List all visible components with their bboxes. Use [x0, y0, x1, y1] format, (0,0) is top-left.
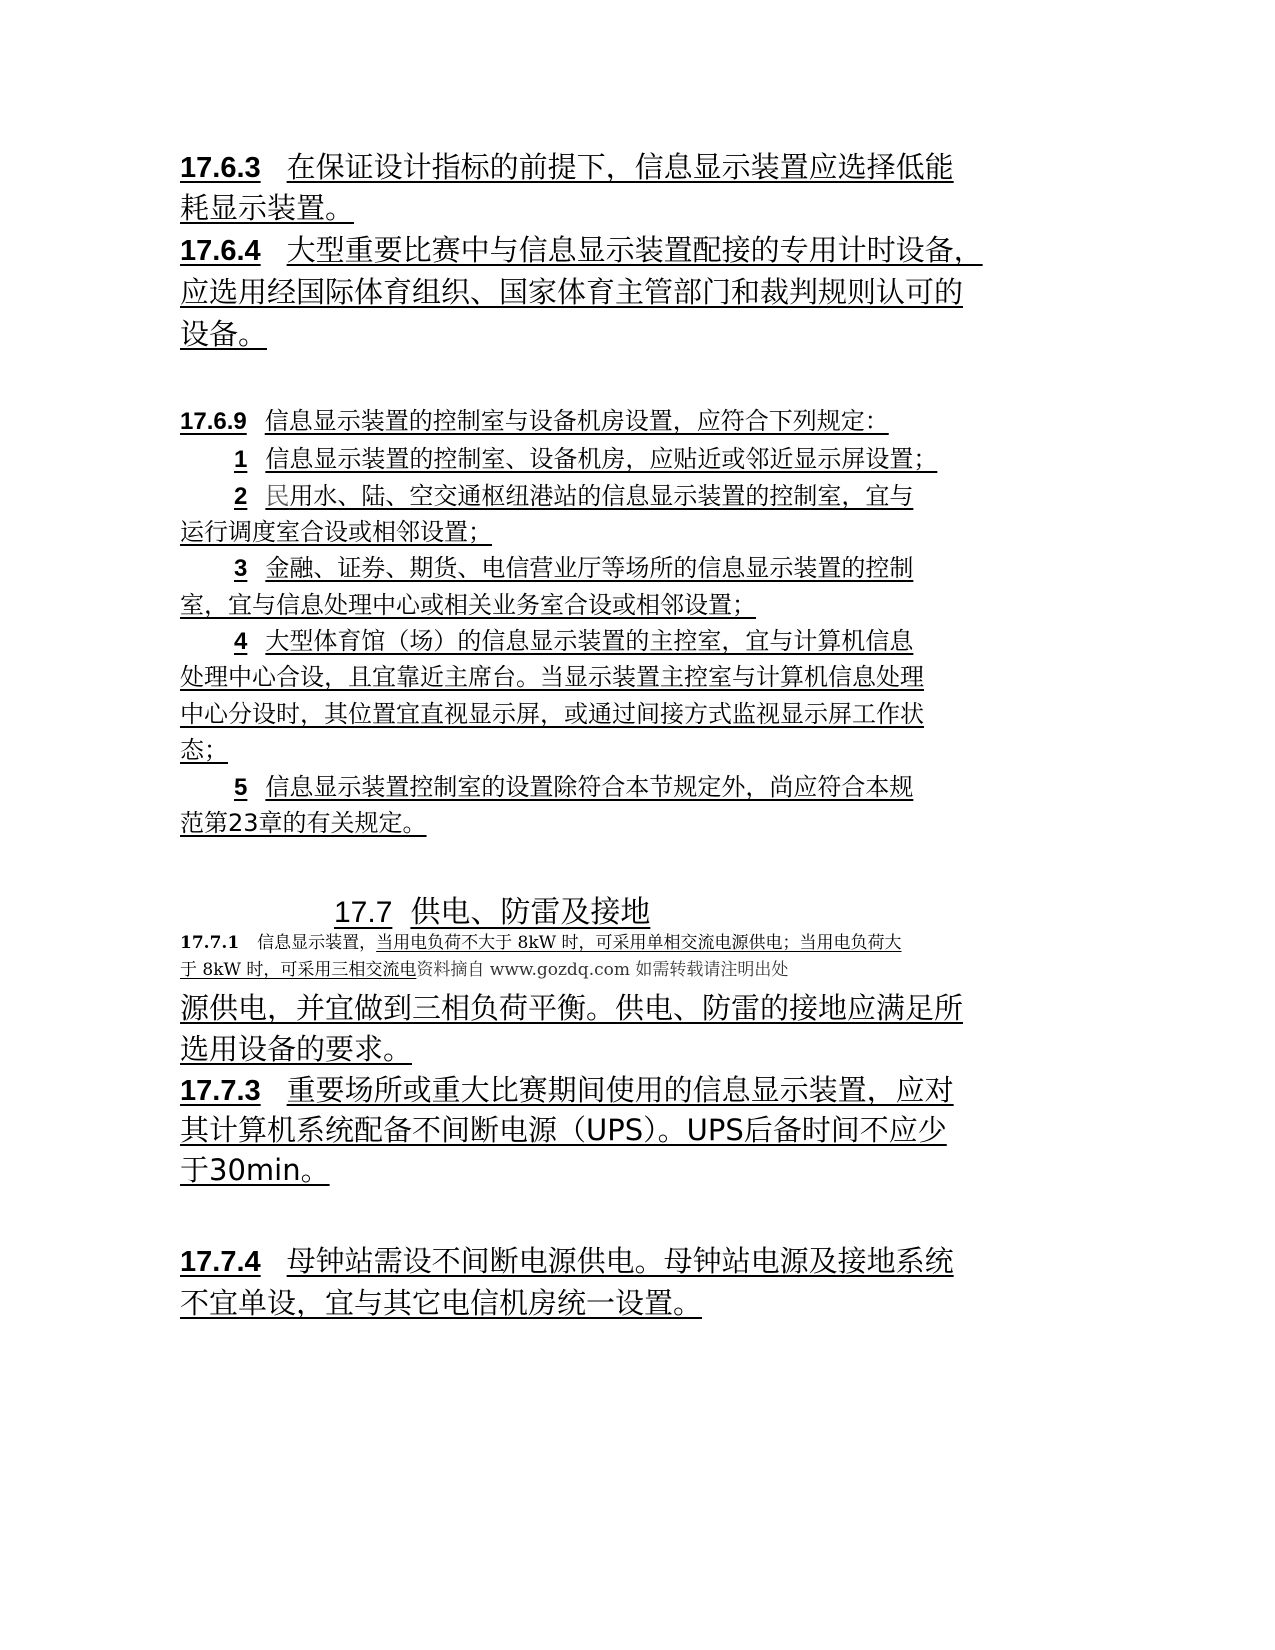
clause-17-6-9-item-4-line3 — [180, 694, 924, 729]
section-title: 供电、防雷及接地 — [410, 895, 651, 930]
clause-text: 大型重要比赛中与信息显示装置配接的专用计时设备， — [286, 233, 983, 267]
item-first-char: 民 — [265, 482, 290, 510]
clause-17-7-3-line1 — [180, 1068, 954, 1109]
item-number: 2 — [234, 483, 248, 510]
clause-text: 耗显示装置。 — [180, 191, 355, 225]
item-text: 态； — [180, 736, 228, 764]
clause-17-6-9-item-5 — [180, 767, 913, 802]
clause-text: 重要场所或重大比赛期间使用的信息显示装置，应对 — [286, 1073, 954, 1107]
item-number: 5 — [234, 774, 248, 801]
clause-number: 17.6.9 — [180, 408, 247, 435]
clause-17-6-9-item-5-line2 — [180, 803, 427, 838]
clause-text: 于30min。 — [180, 1153, 330, 1187]
clause-text: 信息显示装置的控制室与设备机房设置，应符合下列规定： — [264, 407, 889, 435]
clause-17-7-3-line3 — [180, 1148, 356, 1189]
watermark-text: 资料摘自 www.gozdq.com 如需转载请注明出处 — [416, 960, 789, 980]
clause-17-6-9-item-2-line2 — [180, 512, 492, 547]
clause-17-7-4-line1 — [180, 1239, 954, 1280]
clause-17-7-3-line2 — [180, 1108, 947, 1149]
item-text: 用水、陆、空交通枢纽港站的信息显示装置的控制室，宜与 — [289, 482, 914, 510]
clause-text: 设备。 — [180, 317, 268, 351]
clause-text: 源供电，并宜做到三相负荷平衡。供电、防雷的接地应满足所 — [180, 991, 964, 1025]
clause-17-7-1-line1 — [180, 928, 902, 953]
clause-17-6-9-item-4-line2 — [180, 657, 924, 692]
clause-17-6-9-item-4-line4 — [180, 730, 228, 765]
item-text: 范第23章的有关规定。 — [180, 809, 427, 837]
clause-17-7-1-line4 — [180, 1027, 438, 1068]
clause-text: 选用设备的要求。 — [180, 1032, 413, 1066]
clause-number: 17.6.4 — [180, 235, 261, 267]
clause-17-7-1-line3 — [180, 986, 963, 1027]
clause-17-6-9-intro — [180, 401, 919, 436]
item-text: 金融、证券、期货、电信营业厅等场所的信息显示装置的控制 — [265, 554, 914, 582]
clause-17-7-4-line2 — [180, 1281, 722, 1322]
clause-text: 母钟站需设不间断电源供电。母钟站电源及接地系统 — [286, 1244, 954, 1278]
item-number: 4 — [234, 628, 248, 655]
clause-17-6-9-item-3-line2 — [180, 585, 756, 620]
clause-17-6-3-line2 — [180, 186, 380, 227]
section-heading-17-7 — [334, 887, 650, 931]
clause-17-6-4-line3 — [180, 312, 301, 353]
clause-number: 17.6.3 — [180, 152, 261, 184]
item-text: 运行调度室合设或相邻设置； — [180, 518, 492, 546]
clause-17-6-4-line1 — [180, 228, 983, 269]
item-text: 信息显示装置控制室的设置除符合本节规定外，尚应符合本规 — [265, 773, 914, 801]
clause-number: 17.7.1 — [180, 933, 240, 953]
clause-17-6-3-line1 — [180, 145, 954, 186]
item-text: 室，宜与信息处理中心或相关业务室合设或相邻设置； — [180, 591, 756, 619]
clause-text: 不宜单设，宜与其它电信机房统一设置。 — [180, 1286, 703, 1320]
item-number: 3 — [234, 555, 248, 582]
clause-17-6-9-item-1 — [180, 439, 937, 474]
clause-17-6-9-item-4 — [180, 621, 913, 656]
item-text: 处理中心合设，且宜靠近主席台。当显示装置主控室与计算机信息处理 — [180, 663, 924, 691]
clause-number: 17.7.3 — [180, 1075, 261, 1107]
clause-text: 其计算机系统配备不间断电源（UPS）。UPS后备时间不应少 — [180, 1113, 947, 1147]
item-number: 1 — [234, 446, 248, 473]
clause-text: 应选用经国际体育组织、国家体育主管部门和裁判规则认可的 — [180, 275, 964, 309]
clause-text: 在保证设计指标的前提下，信息显示装置应选择低能 — [286, 150, 954, 184]
item-text: 中心分设时，其位置宜直视显示屏，或通过间接方式监视显示屏工作状 — [180, 700, 924, 728]
item-text: 大型体育馆（场）的信息显示装置的主控室，宜与计算机信息 — [265, 627, 914, 655]
clause-text-underlined: 于 8kW 时，可采用三相交流电 — [180, 960, 417, 980]
section-number: 17.7 — [334, 896, 393, 929]
clause-17-6-4-line2 — [180, 270, 963, 311]
clause-number: 17.7.4 — [180, 1246, 261, 1278]
clause-17-6-9-item-3 — [180, 548, 913, 583]
clause-17-6-9-item-2 — [180, 476, 913, 511]
clause-text-underlined: 当用电负荷不大于 8kW 时，可采用单相交流电源供电；当用电负荷大 — [376, 933, 902, 953]
item-text: 信息显示装置的控制室、设备机房，应贴近或邻近显示屏设置； — [265, 445, 938, 473]
clause-text: 信息显示装置， — [257, 933, 377, 953]
clause-17-7-1-line2 — [180, 955, 788, 980]
